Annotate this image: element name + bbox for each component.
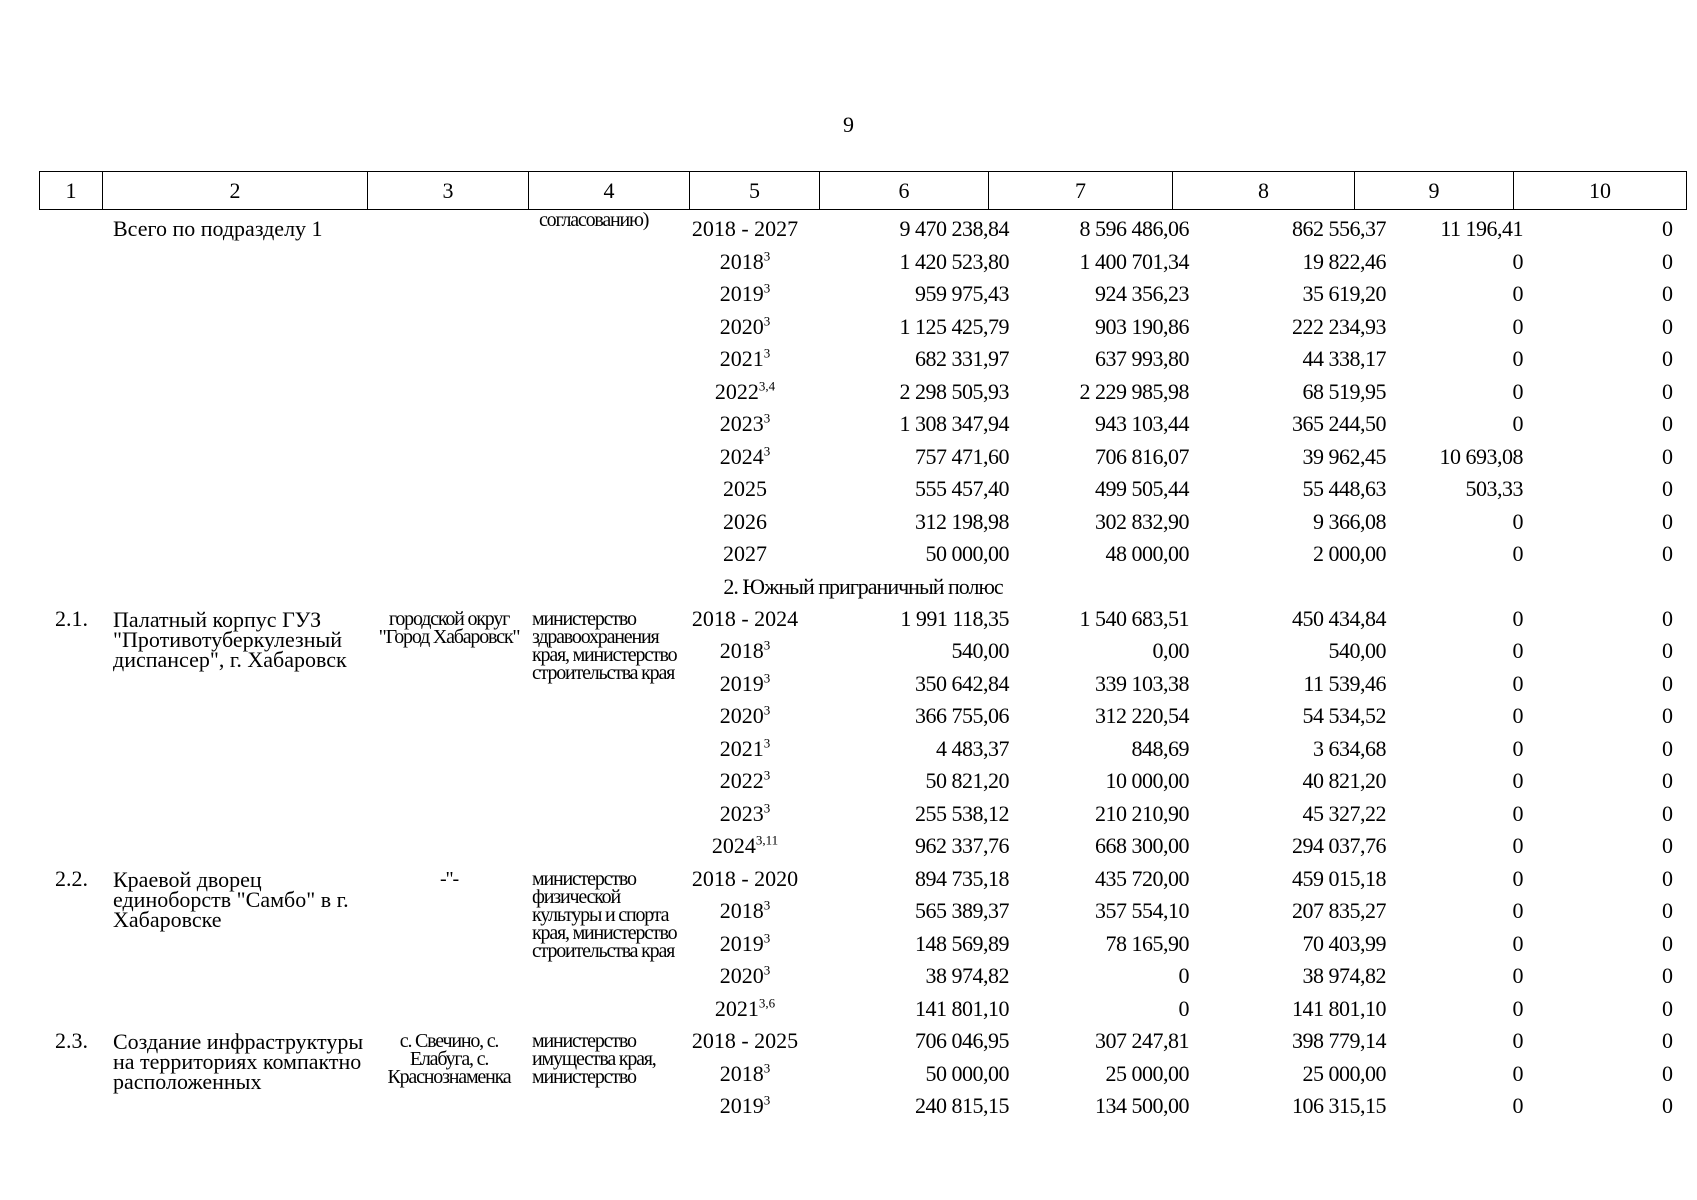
year-cell: 2018$^3$ <box>719 637 771 663</box>
value-col-9: 0 <box>1512 411 1523 436</box>
item-location: с. Свечино, с. Елабуга, с. Краснознаменка <box>387 1030 511 1088</box>
value-col-9: 0 <box>1512 930 1523 956</box>
year-cell: 2024$^{3,11}$ <box>711 832 779 858</box>
value-col-10: 0 <box>1662 508 1673 534</box>
page-number: 9 <box>843 112 854 137</box>
table-row <box>39 473 1687 506</box>
value-col-10: 0 <box>1662 833 1673 858</box>
value-col-8: 540,00 <box>1328 638 1386 663</box>
value-col-8: 55 448,63 <box>1302 476 1386 501</box>
value-col-10: 0 <box>1662 216 1673 241</box>
value-col-9: 0 <box>1512 1028 1523 1053</box>
table-row <box>39 928 1687 961</box>
value-col-9: 0 <box>1512 1060 1523 1086</box>
section-title: 2. Южный приграничный полюс <box>723 573 1003 599</box>
year-cell: 2021$^{3,6}$ <box>714 995 776 1021</box>
value-col-7: 903 190,86 <box>1095 313 1189 339</box>
year-cell: 2019$^3$ <box>719 930 771 956</box>
value-col-8: 2 000,00 <box>1313 541 1386 566</box>
value-col-6: 757 471,60 <box>915 443 1009 469</box>
value-col-8: 68 519,95 <box>1302 378 1386 404</box>
value-col-7: 706 816,07 <box>1095 443 1189 469</box>
item-location: -"- <box>440 867 458 890</box>
item-name: Создание инфраструктуры на территориях компактно расположенных <box>113 1029 364 1094</box>
value-col-7: 499 505,44 <box>1095 476 1189 501</box>
table-row <box>39 441 1687 474</box>
table-row <box>39 700 1687 733</box>
value-col-10: 0 <box>1662 313 1673 339</box>
value-col-8: 9 366,08 <box>1313 508 1386 534</box>
value-col-9: 0 <box>1512 605 1523 631</box>
year-cell: 2018 - 2025 <box>691 1028 799 1053</box>
year-cell: 2020$^3$ <box>719 702 771 728</box>
value-col-9: 0 <box>1512 1093 1523 1118</box>
value-col-10: 0 <box>1662 248 1673 274</box>
value-col-7: 943 103,44 <box>1095 411 1189 436</box>
table-row <box>39 1090 1687 1123</box>
value-col-9: 0 <box>1512 346 1523 371</box>
value-col-9: 0 <box>1512 768 1523 793</box>
year-footnote: 3 <box>763 735 771 751</box>
value-col-9: 0 <box>1512 735 1523 761</box>
value-col-9: 0 <box>1512 898 1523 923</box>
value-col-7: 8 596 486,06 <box>1079 216 1189 241</box>
year-footnote: 3 <box>763 800 771 816</box>
value-col-10: 0 <box>1662 476 1673 501</box>
col-header-10: 10 <box>1514 172 1687 210</box>
value-col-6: 312 198,98 <box>915 508 1009 534</box>
item-number: 2.1. <box>55 605 88 631</box>
year-footnote: 3,6 <box>758 995 776 1011</box>
value-col-10: 0 <box>1662 443 1673 469</box>
value-col-6: 959 975,43 <box>915 281 1009 306</box>
value-col-6: 1 420 523,80 <box>899 248 1009 274</box>
value-col-6: 540,00 <box>951 638 1009 663</box>
value-col-6: 2 298 505,93 <box>899 378 1009 404</box>
year-footnote: 3 <box>763 767 771 783</box>
section-row <box>39 571 1687 603</box>
value-col-9: 0 <box>1512 995 1523 1021</box>
value-col-10: 0 <box>1662 735 1673 761</box>
value-col-10: 0 <box>1662 346 1673 371</box>
year-cell: 2018 - 2024 <box>691 605 799 631</box>
item-responsible: министерство здравоохранения края, министерство строительства края <box>532 607 677 684</box>
value-col-9: 0 <box>1512 800 1523 826</box>
value-col-6: 1 308 347,94 <box>899 411 1009 436</box>
value-col-8: 35 619,20 <box>1302 281 1386 306</box>
year-cell: 2021$^3$ <box>719 735 771 761</box>
year-footnote: 3 <box>763 637 771 653</box>
value-col-7: 924 356,23 <box>1095 281 1189 306</box>
value-col-8: 45 327,22 <box>1302 800 1386 826</box>
value-col-6: 4 483,37 <box>936 735 1009 761</box>
value-col-7: 134 500,00 <box>1095 1093 1189 1118</box>
value-col-9: 0 <box>1512 541 1523 566</box>
value-col-10: 0 <box>1662 800 1673 826</box>
year-footnote: 3 <box>763 1060 771 1076</box>
data-table <box>39 209 1687 1123</box>
value-col-8: 40 821,20 <box>1302 768 1386 793</box>
value-col-6: 148 569,89 <box>915 930 1009 956</box>
value-col-6: 50 000,00 <box>925 541 1009 566</box>
table-row <box>39 538 1687 571</box>
value-col-10: 0 <box>1662 1028 1673 1053</box>
year-footnote: 3 <box>763 962 771 978</box>
value-col-6: 1 991 118,35 <box>900 605 1009 631</box>
value-col-6: 38 974,82 <box>925 963 1009 988</box>
value-col-7: 307 247,81 <box>1095 1028 1189 1053</box>
value-col-8: 19 822,46 <box>1302 248 1386 274</box>
year-cell: 2022$^{3,4}$ <box>714 378 776 404</box>
value-col-6: 240 815,15 <box>915 1093 1009 1118</box>
year-cell: 2022$^3$ <box>719 767 771 793</box>
value-col-8: 207 835,27 <box>1292 898 1386 923</box>
item-responsible: министерство физической культуры и спорта края, министерство строительства края <box>532 867 677 962</box>
value-col-6: 50 000,00 <box>925 1060 1009 1086</box>
value-col-6: 962 337,76 <box>915 833 1009 858</box>
value-col-7: 1 400 701,34 <box>1079 248 1189 274</box>
value-col-10: 0 <box>1662 865 1673 891</box>
value-col-6: 682 331,97 <box>915 346 1009 371</box>
table-row <box>39 311 1687 344</box>
value-col-9: 10 693,08 <box>1439 443 1523 469</box>
value-col-9: 0 <box>1512 865 1523 891</box>
value-col-7: 435 720,00 <box>1095 865 1189 891</box>
value-col-10: 0 <box>1662 1060 1673 1086</box>
year-footnote: 3 <box>763 1092 771 1108</box>
value-col-10: 0 <box>1662 411 1673 436</box>
year-cell: 2019$^3$ <box>719 1092 771 1118</box>
value-col-9: 11 196,41 <box>1440 216 1523 241</box>
value-col-10: 0 <box>1662 703 1673 728</box>
value-col-7: 78 165,90 <box>1105 930 1189 956</box>
value-col-6: 894 735,18 <box>915 865 1009 891</box>
carry-over-text: согласованию) <box>539 209 649 231</box>
value-col-8: 862 556,37 <box>1292 216 1386 241</box>
year-footnote: 3 <box>763 280 771 296</box>
year-footnote: 3 <box>763 313 771 329</box>
year-footnote: 3,11 <box>755 832 779 848</box>
value-col-7: 0 <box>1178 963 1189 988</box>
column-header-row <box>40 172 1687 210</box>
year-cell: 2018$^3$ <box>719 248 771 274</box>
value-col-10: 0 <box>1662 930 1673 956</box>
table-row <box>39 635 1687 668</box>
table-row <box>39 1058 1687 1091</box>
value-col-7: 357 554,10 <box>1095 898 1189 923</box>
value-col-9: 0 <box>1512 703 1523 728</box>
value-col-9: 0 <box>1512 638 1523 663</box>
value-col-9: 0 <box>1512 378 1523 404</box>
value-col-7: 10 000,00 <box>1105 768 1189 793</box>
year-cell: 2026 <box>723 508 767 534</box>
value-col-6: 706 046,95 <box>915 1028 1009 1053</box>
value-col-10: 0 <box>1662 605 1673 631</box>
col-header-6: 6 <box>820 172 989 210</box>
table-row <box>39 506 1687 539</box>
value-col-10: 0 <box>1662 995 1673 1021</box>
value-col-8: 459 015,18 <box>1292 865 1386 891</box>
value-col-7: 302 832,90 <box>1095 508 1189 534</box>
item-location: городской округ "Город Хабаровск" <box>378 607 520 648</box>
value-col-8: 450 434,84 <box>1292 605 1386 631</box>
value-col-10: 0 <box>1662 378 1673 404</box>
value-col-8: 70 403,99 <box>1302 930 1386 956</box>
table-row <box>39 798 1687 831</box>
table-row <box>39 830 1687 863</box>
value-col-7: 848,69 <box>1131 735 1189 761</box>
value-col-8: 222 234,93 <box>1292 313 1386 339</box>
col-header-1: 1 <box>40 172 103 210</box>
table-row <box>39 213 1687 246</box>
value-col-7: 312 220,54 <box>1095 703 1189 728</box>
year-cell: 2019$^3$ <box>719 280 771 306</box>
value-col-8: 25 000,00 <box>1302 1060 1386 1086</box>
year-footnote: 3 <box>763 897 771 913</box>
value-col-9: 0 <box>1512 670 1523 696</box>
value-col-8: 398 779,14 <box>1292 1028 1386 1053</box>
col-header-3: 3 <box>368 172 529 210</box>
value-col-6: 350 642,84 <box>915 670 1009 696</box>
value-col-9: 0 <box>1512 248 1523 274</box>
value-col-8: 11 539,46 <box>1303 670 1386 696</box>
value-col-10: 0 <box>1662 670 1673 696</box>
col-header-8: 8 <box>1173 172 1355 210</box>
table-row <box>39 733 1687 766</box>
value-col-8: 39 962,45 <box>1302 443 1386 469</box>
col-header-7: 7 <box>989 172 1173 210</box>
value-col-9: 503,33 <box>1465 476 1523 501</box>
total-label: Всего по подразделу 1 <box>113 216 323 241</box>
column-header-table <box>39 171 1687 210</box>
value-col-9: 0 <box>1512 313 1523 339</box>
value-col-6: 50 821,20 <box>925 768 1009 793</box>
table-row <box>39 668 1687 701</box>
value-col-7: 0 <box>1178 995 1189 1021</box>
value-col-7: 637 993,80 <box>1095 346 1189 371</box>
table-row <box>39 960 1687 993</box>
value-col-10: 0 <box>1662 638 1673 663</box>
value-col-6: 1 125 425,79 <box>899 313 1009 339</box>
value-col-8: 294 037,76 <box>1292 833 1386 858</box>
year-cell: 2027 <box>723 541 767 566</box>
value-col-8: 365 244,50 <box>1292 411 1386 436</box>
year-cell: 2025 <box>723 476 767 501</box>
year-cell: 2023$^3$ <box>719 410 771 436</box>
table-row <box>39 765 1687 798</box>
value-col-7: 1 540 683,51 <box>1079 605 1189 631</box>
value-col-8: 141 801,10 <box>1292 995 1386 1021</box>
col-header-4: 4 <box>529 172 690 210</box>
year-cell: 2018$^3$ <box>719 1060 771 1086</box>
year-footnote: 3 <box>763 345 771 361</box>
value-col-8: 44 338,17 <box>1302 346 1386 371</box>
value-col-10: 0 <box>1662 1093 1673 1118</box>
year-footnote: 3 <box>763 443 771 459</box>
year-cell: 2024$^3$ <box>719 443 771 469</box>
table-row <box>39 895 1687 928</box>
year-cell: 2020$^3$ <box>719 962 771 988</box>
year-cell: 2020$^3$ <box>719 313 771 339</box>
value-col-6: 366 755,06 <box>915 703 1009 728</box>
col-header-5: 5 <box>690 172 820 210</box>
value-col-9: 0 <box>1512 281 1523 306</box>
table-row <box>39 343 1687 376</box>
year-footnote: 3 <box>763 930 771 946</box>
value-col-9: 0 <box>1512 508 1523 534</box>
year-footnote: 3 <box>763 670 771 686</box>
value-col-7: 210 210,90 <box>1095 800 1189 826</box>
value-col-10: 0 <box>1662 541 1673 566</box>
year-cell: 2018$^3$ <box>719 897 771 923</box>
item-name: Краевой дворец единоборств "Самбо" в г. Хабаровске <box>113 866 349 932</box>
value-col-7: 668 300,00 <box>1095 833 1189 858</box>
year-footnote: 3,4 <box>758 378 776 394</box>
value-col-8: 3 634,68 <box>1313 735 1386 761</box>
value-col-9: 0 <box>1512 963 1523 988</box>
value-col-10: 0 <box>1662 281 1673 306</box>
item-responsible: министерство имущества края, министерство <box>532 1030 656 1088</box>
value-col-7: 48 000,00 <box>1105 541 1189 566</box>
value-col-7: 339 103,38 <box>1095 670 1189 696</box>
value-col-6: 255 538,12 <box>915 800 1009 826</box>
value-col-8: 54 534,52 <box>1302 703 1386 728</box>
year-footnote: 3 <box>763 702 771 718</box>
table-row <box>39 376 1687 409</box>
value-col-10: 0 <box>1662 963 1673 988</box>
value-col-8: 38 974,82 <box>1302 963 1386 988</box>
year-cell: 2023$^3$ <box>719 800 771 826</box>
year-cell: 2019$^3$ <box>719 670 771 696</box>
value-col-6: 141 801,10 <box>915 995 1009 1021</box>
col-header-9: 9 <box>1355 172 1514 210</box>
table-row <box>39 408 1687 441</box>
value-col-9: 0 <box>1512 833 1523 858</box>
value-col-7: 25 000,00 <box>1105 1060 1189 1086</box>
table-row <box>39 278 1687 311</box>
item-number: 2.2. <box>55 865 88 891</box>
col-header-2: 2 <box>103 172 368 210</box>
year-cell: 2018 - 2020 <box>691 865 799 891</box>
value-col-10: 0 <box>1662 768 1673 793</box>
value-col-6: 9 470 238,84 <box>899 216 1009 241</box>
item-number: 2.3. <box>55 1028 88 1053</box>
year-footnote: 3 <box>763 248 771 264</box>
value-col-6: 565 389,37 <box>915 898 1009 923</box>
item-name: Палатный корпус ГУЗ "Противотуберкулезный диспансер", г. Хабаровск <box>113 606 347 672</box>
value-col-6: 555 457,40 <box>915 476 1009 501</box>
year-cell: 2021$^3$ <box>719 345 771 371</box>
year-footnote: 3 <box>763 410 771 426</box>
value-col-8: 106 315,15 <box>1292 1093 1386 1118</box>
year-cell: 2018 - 2027 <box>691 216 799 241</box>
value-col-7: 2 229 985,98 <box>1079 378 1189 404</box>
table-row <box>39 993 1687 1026</box>
value-col-10: 0 <box>1662 898 1673 923</box>
value-col-7: 0,00 <box>1152 638 1189 663</box>
table-row <box>39 246 1687 279</box>
